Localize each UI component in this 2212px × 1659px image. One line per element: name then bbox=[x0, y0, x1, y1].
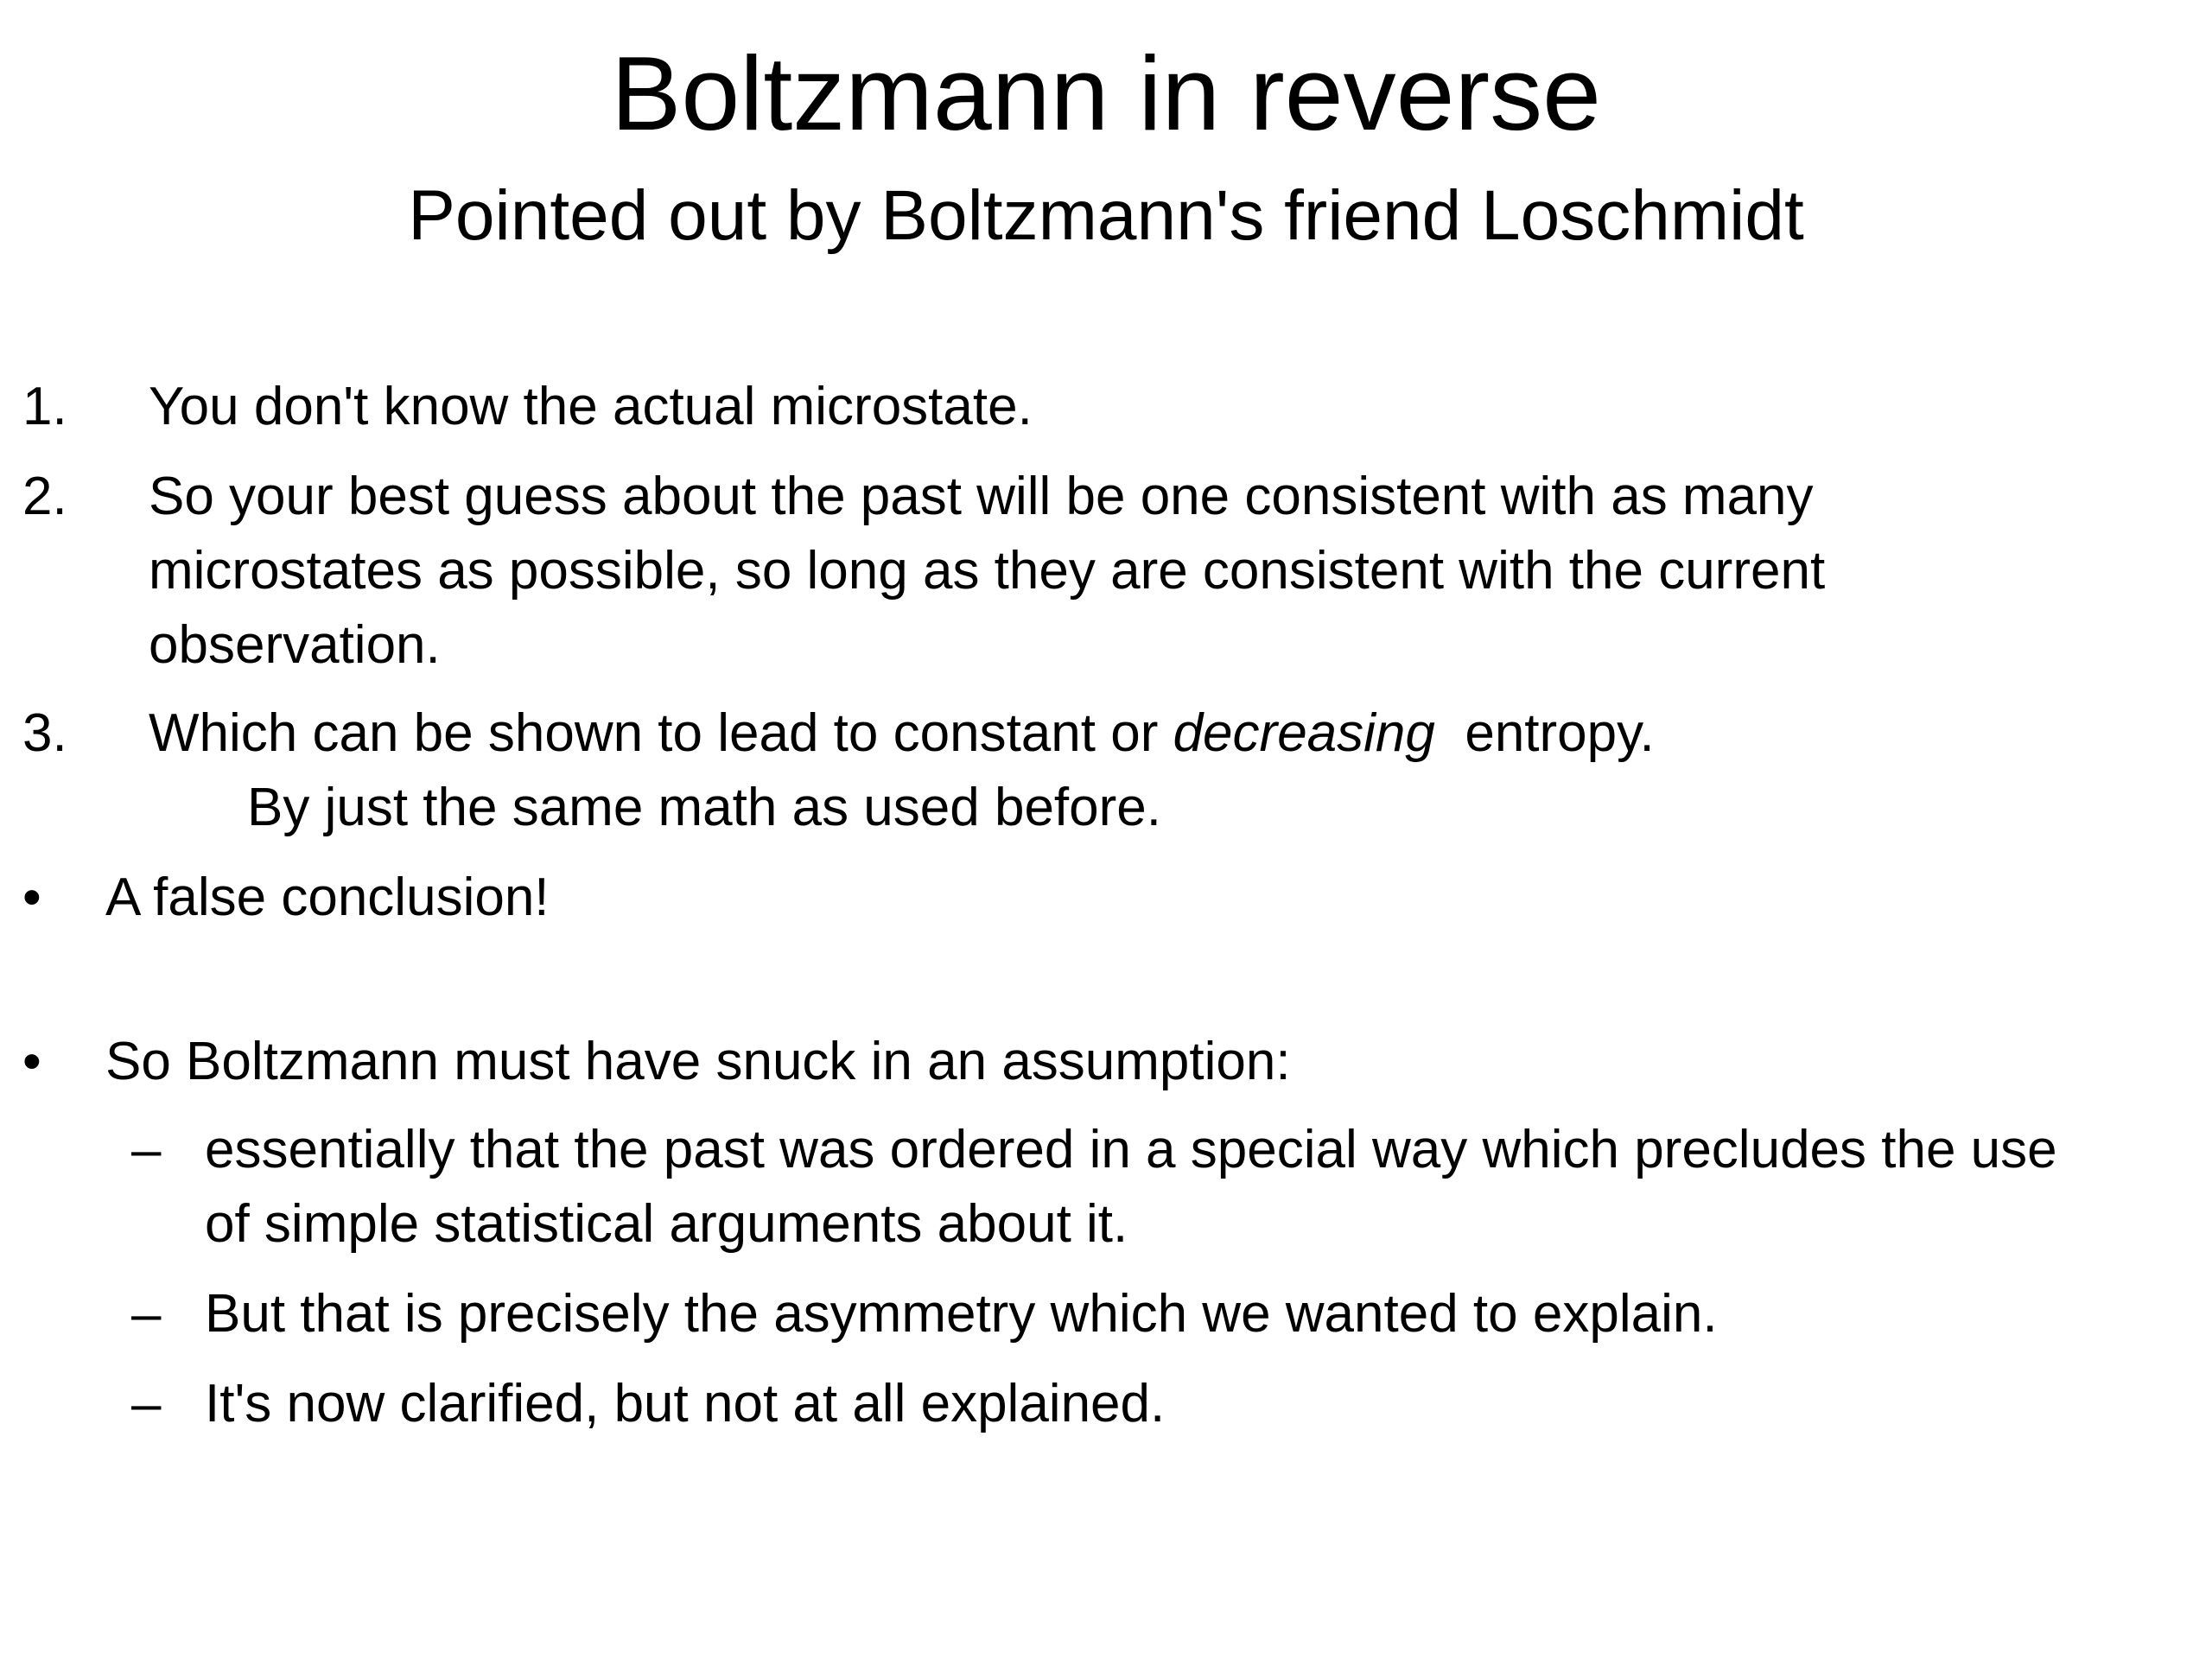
sub-bullet-item-1-line-2: of simple statistical arguments about it. bbox=[205, 1194, 1128, 1254]
list-number-3: 3. bbox=[22, 703, 67, 763]
sub-bullet-marker-3: – bbox=[131, 1374, 162, 1433]
list-item-2-line-1: So your best guess about the past will be one consistent with as many bbox=[149, 467, 1814, 526]
bullet-item-2: So Boltzmann must have snuck in an assumption: bbox=[105, 1032, 1291, 1091]
list-item-3-line-1 bbox=[149, 696, 1655, 771]
list-item-3-text-after: entropy. bbox=[1434, 703, 1655, 763]
slide-title: Boltzmann in reverse bbox=[611, 35, 1601, 152]
list-item-3-emphasis: decreasing bbox=[1173, 703, 1435, 763]
sub-bullet-item-2 bbox=[205, 1277, 1718, 1351]
bullet-marker-1: • bbox=[22, 868, 41, 927]
slide-subtitle: Pointed out by Boltzmann's friend Loschmidt bbox=[408, 176, 1804, 255]
list-item-1-line-1: You don't know the actual microstate. bbox=[149, 377, 1033, 436]
sub-bullet-marker-2: – bbox=[131, 1284, 162, 1344]
sub-bullet-marker-1: – bbox=[131, 1120, 162, 1179]
list-item-3-continuation: By just the same math as used before. bbox=[247, 778, 1161, 837]
sub-bullet-item-3-line-1: It's now clarified, but not at all explained. bbox=[205, 1374, 1166, 1433]
list-number-2: 2. bbox=[22, 467, 67, 526]
list-number-1: 1. bbox=[22, 377, 67, 436]
list-item-3 bbox=[149, 696, 1655, 845]
bullet-marker-2: • bbox=[22, 1032, 41, 1091]
sub-bullet-item-3 bbox=[205, 1367, 1165, 1441]
bullet-item-1: A false conclusion! bbox=[105, 868, 550, 927]
list-item-3-text-before: Which can be shown to lead to constant or bbox=[149, 703, 1173, 763]
list-item-1 bbox=[149, 370, 1033, 444]
list-item-2-line-2: microstates as possible, so long as they are consistent with the current bbox=[149, 541, 1826, 601]
sub-bullet-item-2-line-1: But that is precisely the asymmetry which we wanted to explain. bbox=[205, 1284, 1718, 1344]
sub-bullet-item-1-line-1: essentially that the past was ordered in a special way which precludes the use bbox=[205, 1120, 2057, 1179]
sub-bullet-item-1 bbox=[205, 1113, 2057, 1262]
list-item-2-line-3: observation. bbox=[149, 615, 441, 675]
list-item-2 bbox=[149, 460, 1825, 683]
